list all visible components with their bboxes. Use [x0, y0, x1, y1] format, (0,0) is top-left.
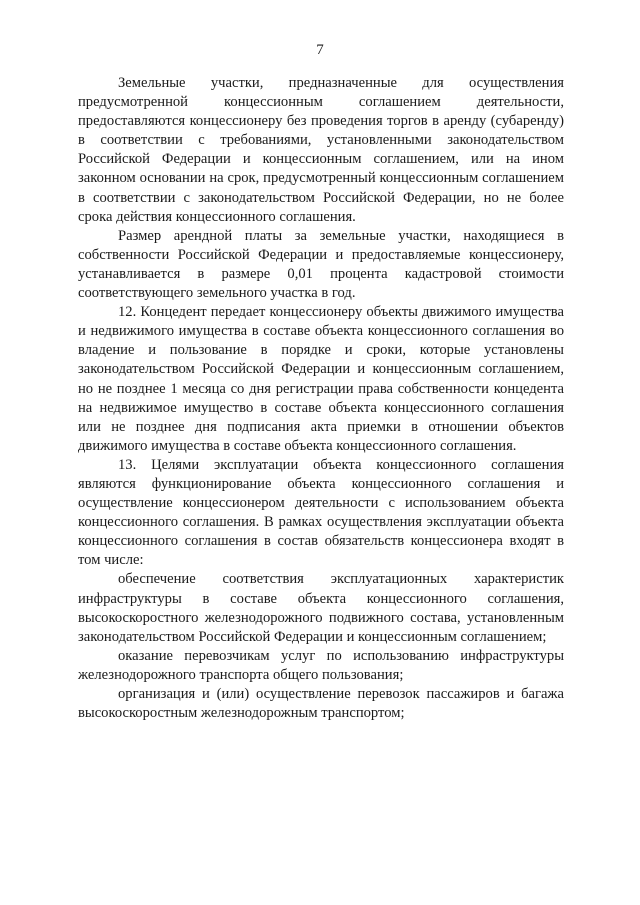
paragraph-obligation-transport: организация и (или) осуществление перевозок пассажиров и багажа высокоскоростным железнодорожным транспортом; — [78, 686, 564, 722]
paragraph-land-plots: Земельные участки, предназначенные для осуществления предусмотренной концессионным соглашением деятельности, предоставляются концессионеру без проведения торгов в аренду (субаренду) в соответствии с требованиями, установленными законодательством Российской Федерации и концессионным соглашением, или на ином законном основании на срок, предусмотренный концессионным соглашением в соответствии с законодательством Российской Федерации, но не более срока действия концессионного соглашения. — [78, 75, 564, 225]
paragraph-item-12: 12. Концедент передает концессионеру объекты движимого имущества и недвижимого имущества в составе объекта концессионного соглашения во владение и пользование в порядке и сроки, которые установлены законодательством Российской Федерации и концессионным соглашением, но не позднее 1 месяца со дня регистрации права собственности концедента на недвижимое имущество в составе объекта концессионного соглашения или не позднее дня подписания акта приемки в отношении объектов движимого имущества в составе объекта концессионного соглашения. — [78, 304, 564, 454]
paragraph-item-13: 13. Целями эксплуатации объекта концессионного соглашения являются функционирование объекта концессионного соглашения и осуществление концессионером деятельности с использованием объекта концессионного соглашения. В рамках осуществления эксплуатации объекта концессионного соглашения в состав обязательств концессионера входят в том числе: — [78, 456, 564, 569]
page-number: 7 — [316, 42, 324, 58]
document-body — [78, 74, 564, 723]
paragraph-obligation-characteristics: обеспечение соответствия эксплуатационных характеристик инфраструктуры в составе объекта концессионного соглашения, высокоскоростного железнодорожного подвижного состава, установленным законодательством Российской Федерации и концессионным соглашением; — [78, 571, 564, 645]
paragraph-obligation-services: оказание перевозчикам услуг по использованию инфраструктуры железнодорожного транспорта общего пользования; — [78, 647, 564, 683]
paragraph-rent-amount: Размер арендной платы за земельные участки, находящиеся в собственности Российской Федерации и предоставляемые концессионеру, устанавливается в размере 0,01 процента кадастровой стоимости соответствующего земельного участка в год. — [78, 227, 564, 302]
